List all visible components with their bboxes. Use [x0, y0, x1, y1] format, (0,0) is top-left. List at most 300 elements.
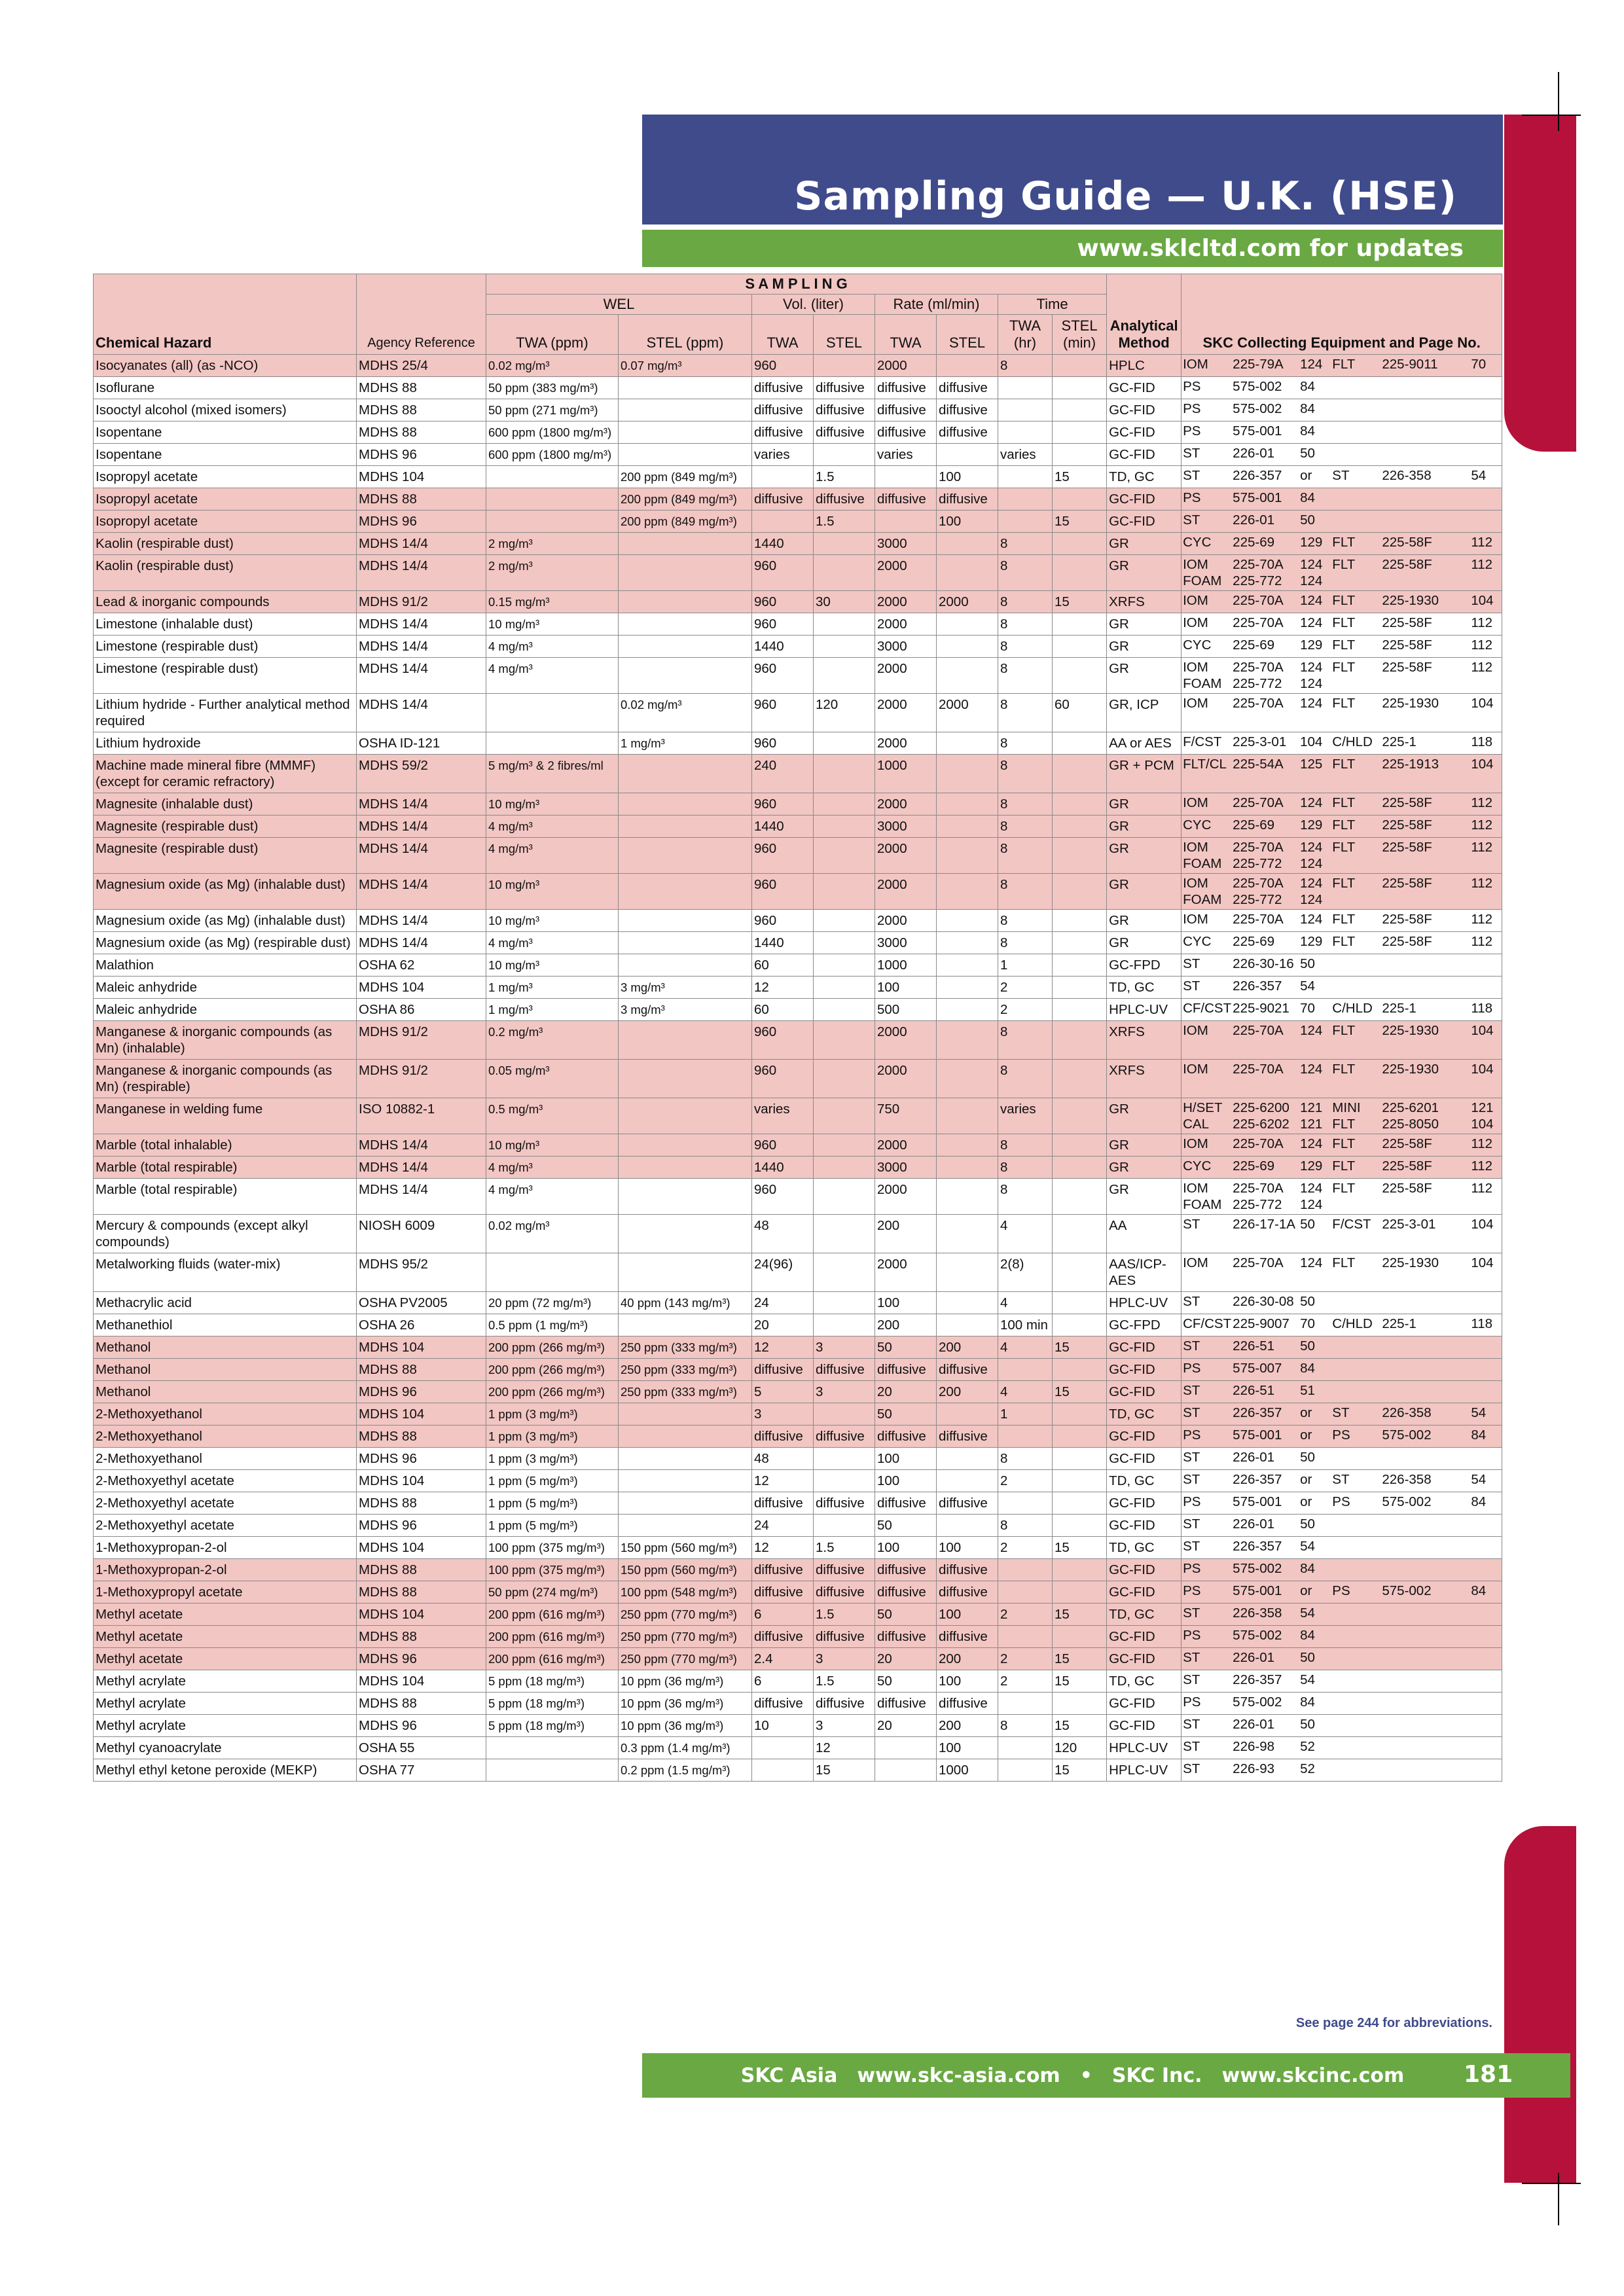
collecting-equipment-cell: [1182, 488, 1502, 511]
vol-twa-cell: varies: [752, 444, 814, 466]
equipment-token: 575-002: [1233, 1561, 1282, 1576]
vol-stel-cell: diffusive: [814, 1626, 875, 1648]
rate-twa-cell: 2000: [875, 874, 937, 910]
equipment-token: [1471, 401, 1500, 417]
equipment-line: [1183, 534, 1500, 550]
analytical-method-cell: TD, GC: [1107, 1403, 1182, 1426]
equipment-token: 575-001: [1233, 423, 1282, 439]
time-twa-cell: 8: [998, 1179, 1053, 1215]
equipment-token: [1471, 1338, 1500, 1354]
equipment-token: [1332, 1449, 1382, 1465]
equipment-token: [1471, 675, 1500, 692]
equipment-token: 112: [1471, 637, 1493, 653]
table-row: [94, 1292, 1502, 1314]
rate-stel-cell: 200: [937, 1715, 998, 1737]
updates-link[interactable]: www.sklcltd.com for updates: [1077, 235, 1464, 262]
rate-twa-cell: 200: [875, 1314, 937, 1336]
agency-reference-cell: MDHS 104: [357, 1604, 486, 1626]
time-stel-cell: [1053, 1626, 1107, 1648]
vol-twa-cell: 960: [752, 1134, 814, 1157]
rate-twa-cell: diffusive: [875, 1581, 937, 1604]
analytical-method-cell: GC-FID: [1107, 1336, 1182, 1359]
vol-twa-cell: 12: [752, 1336, 814, 1359]
equipment-token: FLT: [1332, 593, 1356, 608]
wel-stel-cell: [619, 399, 752, 422]
equipment-token: 225-6201: [1382, 1100, 1439, 1115]
time-stel-cell: 120: [1053, 1737, 1107, 1759]
wel-stel-cell: [619, 1314, 752, 1336]
rate-stel-cell: [937, 1253, 998, 1292]
agency-reference-cell: MDHS 14/4: [357, 658, 486, 694]
rate-stel-cell: diffusive: [937, 422, 998, 444]
equipment-token: 225-772: [1233, 573, 1282, 588]
wel-stel-cell: 100 ppm (548 mg/m³): [619, 1581, 752, 1604]
rate-twa-cell: diffusive: [875, 1626, 937, 1648]
vol-twa-cell: 24: [752, 1292, 814, 1314]
equipment-token: 226-357: [1233, 978, 1282, 994]
equipment-token: 225-8050: [1382, 1117, 1439, 1132]
chemical-hazard-cell: Methanol: [94, 1359, 357, 1381]
time-twa-cell: 8: [998, 910, 1053, 932]
chemical-hazard-cell: Methanol: [94, 1381, 357, 1403]
equipment-token: [1332, 445, 1382, 461]
time-stel-cell: [1053, 755, 1107, 793]
equipment-line: [1183, 933, 1500, 950]
chemical-hazard-cell: Methyl acetate: [94, 1604, 357, 1626]
time-twa-cell: 8: [998, 732, 1053, 755]
agency-reference-cell: OSHA 62: [357, 954, 486, 977]
chemical-hazard-cell: Isoflurane: [94, 377, 357, 399]
analytical-method-cell: GC-FID: [1107, 444, 1182, 466]
time-twa-cell: [998, 511, 1053, 533]
equipment-token: 52: [1300, 1761, 1315, 1776]
rate-twa-cell: 50: [875, 1403, 937, 1426]
wel-stel-cell: [619, 636, 752, 658]
equipment-token: 129: [1300, 637, 1323, 653]
wel-twa-cell: 50 ppm (274 mg/m³): [486, 1581, 619, 1604]
equipment-token: IOM: [1183, 795, 1208, 810]
rate-stel-cell: [937, 1403, 998, 1426]
equipment-token: [1382, 978, 1471, 994]
vol-stel-cell: [814, 1292, 875, 1314]
rate-stel-cell: diffusive: [937, 1492, 998, 1515]
time-stel-cell: [1053, 1403, 1107, 1426]
wel-twa-cell: 1 ppm (5 mg/m³): [486, 1470, 619, 1492]
wel-stel-cell: [619, 422, 752, 444]
wel-twa-cell: [486, 732, 619, 755]
agency-reference-cell: MDHS 88: [357, 422, 486, 444]
agency-reference-cell: NIOSH 6009: [357, 1215, 486, 1253]
equipment-token: [1332, 1649, 1382, 1666]
chemical-hazard-cell: Marble (total inhalable): [94, 1134, 357, 1157]
equipment-token: 124: [1300, 876, 1323, 891]
analytical-method-cell: GC-FID: [1107, 1693, 1182, 1715]
rate-stel-cell: [937, 658, 998, 694]
wel-stel-cell: [619, 954, 752, 977]
equipment-token: 84: [1300, 1561, 1315, 1576]
equipment-line: [1183, 467, 1500, 484]
time-twa-cell: 2: [998, 1648, 1053, 1670]
equipment-line: [1183, 592, 1500, 609]
time-twa-cell: [998, 488, 1053, 511]
equipment-token: 84: [1300, 1695, 1315, 1710]
vol-twa-cell: 960: [752, 694, 814, 732]
collecting-equipment-cell: [1182, 591, 1502, 613]
equipment-token: IOM: [1183, 593, 1208, 608]
agency-reference-cell: MDHS 88: [357, 1559, 486, 1581]
wel-twa-cell: 1 ppm (3 mg/m³): [486, 1448, 619, 1470]
equipment-token: 575-001: [1233, 1494, 1282, 1509]
equipment-token: 54: [1300, 1539, 1315, 1554]
vol-stel-cell: [814, 444, 875, 466]
equipment-token: 54: [1300, 1605, 1315, 1621]
url-bar: [642, 230, 1503, 267]
equipment-token: 226-17-1A: [1233, 1217, 1295, 1232]
equipment-token: 124: [1300, 1181, 1323, 1196]
chemical-hazard-cell: Isopropyl acetate: [94, 466, 357, 488]
equipment-token: ST: [1183, 1405, 1200, 1420]
vol-stel-cell: 15: [814, 1759, 875, 1782]
collecting-equipment-cell: [1182, 1715, 1502, 1737]
equipment-token: C/HLD: [1332, 1001, 1373, 1016]
time-twa-cell: 8: [998, 533, 1053, 555]
equipment-line: [1183, 445, 1500, 461]
equipment-line: [1183, 573, 1500, 589]
equipment-line: [1183, 1382, 1500, 1399]
equipment-token: 52: [1300, 1739, 1315, 1754]
equipment-token: [1382, 1627, 1471, 1643]
wel-twa-cell: 0.05 mg/m³: [486, 1060, 619, 1098]
analytical-method-cell: GR: [1107, 932, 1182, 954]
wel-stel-cell: [619, 1448, 752, 1470]
equipment-token: 225-58F: [1382, 637, 1432, 653]
vol-twa-cell: 48: [752, 1448, 814, 1470]
vol-stel-cell: diffusive: [814, 1426, 875, 1448]
equipment-token: IOM: [1183, 1136, 1208, 1151]
rate-stel-cell: [937, 838, 998, 874]
rate-stel-cell: diffusive: [937, 399, 998, 422]
agency-reference-cell: MDHS 88: [357, 1581, 486, 1604]
table-row: [94, 636, 1502, 658]
table-row: [94, 555, 1502, 591]
equipment-token: 112: [1471, 615, 1493, 630]
equipment-token: ST: [1183, 512, 1200, 528]
agency-reference-cell: MDHS 14/4: [357, 932, 486, 954]
equipment-token: FLT: [1332, 1062, 1356, 1077]
agency-reference-cell: OSHA PV2005: [357, 1292, 486, 1314]
equipment-token: 225-1: [1382, 1316, 1416, 1331]
agency-reference-cell: MDHS 14/4: [357, 1134, 486, 1157]
rate-twa-cell: [875, 1737, 937, 1759]
vol-stel-cell: [814, 636, 875, 658]
wel-stel-cell: [619, 1515, 752, 1537]
equipment-token: FLT: [1332, 535, 1356, 550]
equipment-token: CYC: [1183, 535, 1212, 550]
time-stel-cell: 15: [1053, 1537, 1107, 1559]
vol-stel-cell: diffusive: [814, 1492, 875, 1515]
equipment-token: [1382, 1761, 1471, 1777]
equipment-token: [1471, 512, 1500, 528]
collecting-equipment-cell: [1182, 1253, 1502, 1292]
equipment-token: FLT: [1332, 1117, 1356, 1132]
equipment-token: FLT: [1332, 934, 1356, 949]
equipment-token: IOM: [1183, 1023, 1208, 1038]
equipment-token: 118: [1471, 1316, 1493, 1331]
time-stel-cell: [1053, 1157, 1107, 1179]
column-collecting-equipment: SKC Collecting Equipment and Page No.: [1182, 274, 1502, 355]
analytical-method-cell: GC-FID: [1107, 1492, 1182, 1515]
table-row: [94, 1426, 1502, 1448]
equipment-token: ST: [1332, 1472, 1350, 1487]
table-row: [94, 1215, 1502, 1253]
time-stel-cell: [1053, 1134, 1107, 1157]
rate-stel-cell: 200: [937, 1336, 998, 1359]
equipment-token: [1471, 423, 1500, 439]
equipment-line: [1183, 401, 1500, 417]
equipment-token: 225-58F: [1382, 817, 1432, 833]
equipment-line: [1183, 911, 1500, 927]
rate-stel-cell: diffusive: [937, 1426, 998, 1448]
equipment-token: [1471, 891, 1500, 908]
equipment-token: 225-6202: [1233, 1117, 1290, 1132]
vol-stel-cell: [814, 793, 875, 816]
equipment-token: 50: [1300, 1294, 1315, 1309]
chemical-hazard-cell: Marble (total respirable): [94, 1179, 357, 1215]
analytical-method-cell: TD, GC: [1107, 1470, 1182, 1492]
wel-twa-cell: [486, 694, 619, 732]
agency-reference-cell: MDHS 96: [357, 1648, 486, 1670]
time-stel-cell: [1053, 1515, 1107, 1537]
chemical-hazard-cell: Limestone (inhalable dust): [94, 613, 357, 636]
analytical-method-cell: TD, GC: [1107, 1604, 1182, 1626]
table-row: [94, 355, 1502, 377]
rate-twa-cell: 2000: [875, 555, 937, 591]
vol-stel-cell: 1.5: [814, 466, 875, 488]
abbreviations-footnote: See page 244 for abbreviations.: [1295, 2016, 1492, 2030]
wel-stel-cell: [619, 591, 752, 613]
wel-twa-cell: 10 mg/m³: [486, 954, 619, 977]
chemical-hazard-cell: 2-Methoxyethanol: [94, 1448, 357, 1470]
equipment-line: [1183, 1427, 1500, 1443]
wel-stel-cell: [619, 1021, 752, 1060]
equipment-token: [1471, 490, 1500, 506]
rate-stel-cell: [937, 816, 998, 838]
analytical-method-cell: HPLC-UV: [1107, 1759, 1182, 1782]
rate-stel-cell: 2000: [937, 694, 998, 732]
equipment-token: FLT: [1332, 557, 1356, 572]
time-twa-cell: 100 min: [998, 1314, 1053, 1336]
rate-stel-cell: 100: [937, 1537, 998, 1559]
chemical-hazard-cell: 1-Methoxypropyl acetate: [94, 1581, 357, 1604]
table-row: [94, 1648, 1502, 1670]
rate-stel-cell: diffusive: [937, 1359, 998, 1381]
equipment-token: 225-772: [1233, 856, 1282, 871]
equipment-line: [1183, 978, 1500, 994]
equipment-token: 124: [1300, 660, 1323, 675]
equipment-token: 50: [1300, 1338, 1315, 1354]
vol-stel-cell: 3: [814, 1648, 875, 1670]
vol-stel-cell: [814, 1515, 875, 1537]
vol-stel-cell: [814, 1470, 875, 1492]
equipment-token: [1471, 1761, 1500, 1777]
time-stel-cell: [1053, 422, 1107, 444]
rate-stel-cell: [937, 1060, 998, 1098]
wel-twa-cell: 4 mg/m³: [486, 658, 619, 694]
equipment-line: [1183, 1196, 1500, 1213]
wel-stel-cell: 1 mg/m³: [619, 732, 752, 755]
table-row: [94, 488, 1502, 511]
equipment-token: [1332, 1627, 1382, 1643]
time-twa-cell: varies: [998, 1098, 1053, 1134]
wel-stel-cell: [619, 1470, 752, 1492]
agency-reference-cell: MDHS 96: [357, 444, 486, 466]
footer-bar: [642, 2053, 1570, 2098]
equipment-token: 225-3-01: [1233, 734, 1287, 749]
time-stel-cell: 15: [1053, 1759, 1107, 1782]
equipment-token: ST: [1183, 1717, 1200, 1732]
equipment-token: CYC: [1183, 1158, 1212, 1174]
rate-stel-cell: 1000: [937, 1759, 998, 1782]
equipment-token: FOAM: [1183, 1197, 1222, 1212]
time-twa-cell: 1: [998, 1403, 1053, 1426]
wel-stel-cell: 150 ppm (560 mg/m³): [619, 1537, 752, 1559]
vol-twa-cell: [752, 1759, 814, 1782]
wel-twa-cell: 0.15 mg/m³: [486, 591, 619, 613]
rate-stel-cell: [937, 999, 998, 1021]
equipment-token: 225-1: [1382, 734, 1416, 749]
equipment-token: [1471, 573, 1500, 589]
wel-twa-cell: 1 ppm (5 mg/m³): [486, 1515, 619, 1537]
collecting-equipment-cell: [1182, 555, 1502, 591]
time-stel-cell: [1053, 488, 1107, 511]
time-group-header: Time: [998, 295, 1107, 315]
collecting-equipment-cell: [1182, 1134, 1502, 1157]
time-stel-cell: [1053, 1215, 1107, 1253]
agency-reference-cell: MDHS 88: [357, 488, 486, 511]
rate-stel-cell: 100: [937, 511, 998, 533]
table-row: [94, 694, 1502, 732]
side-tab-bottom: [1504, 1826, 1576, 2183]
analytical-method-cell: GC-FID: [1107, 1426, 1182, 1448]
vol-twa-cell: [752, 466, 814, 488]
equipment-token: ST: [1183, 1605, 1200, 1621]
vol-twa-cell: 60: [752, 954, 814, 977]
equipment-token: 226-01: [1233, 1717, 1275, 1732]
vol-stel-cell: diffusive: [814, 399, 875, 422]
analytical-method-cell: GC-FID: [1107, 1448, 1182, 1470]
equipment-token: 575-001: [1233, 1427, 1282, 1443]
time-twa-cell: 4: [998, 1215, 1053, 1253]
equipment-token: [1382, 855, 1471, 872]
equipment-token: FLT: [1332, 357, 1356, 372]
chemical-hazard-cell: Magnesite (inhalable dust): [94, 793, 357, 816]
agency-reference-cell: OSHA 77: [357, 1759, 486, 1782]
chemical-hazard-cell: 1-Methoxypropan-2-ol: [94, 1537, 357, 1559]
analytical-method-cell: TD, GC: [1107, 466, 1182, 488]
vol-twa-cell: 960: [752, 591, 814, 613]
equipment-token: 575-001: [1233, 1583, 1282, 1598]
equipment-token: 84: [1300, 379, 1315, 394]
collecting-equipment-cell: [1182, 377, 1502, 399]
equipment-line: [1183, 1022, 1500, 1039]
chemical-hazard-cell: Magnesite (respirable dust): [94, 838, 357, 874]
equipment-token: 226-357: [1233, 468, 1282, 483]
vol-twa-cell: diffusive: [752, 1359, 814, 1381]
wel-stel-cell: 0.2 ppm (1.5 mg/m³): [619, 1759, 752, 1782]
collecting-equipment-cell: [1182, 355, 1502, 377]
equipment-token: 225-58F: [1382, 1158, 1432, 1174]
vol-twa-cell: diffusive: [752, 422, 814, 444]
footer-bullet: •: [1079, 2064, 1092, 2087]
rate-twa-cell: 200: [875, 1215, 937, 1253]
wel-stel-cell: [619, 816, 752, 838]
rate-twa-cell: 2000: [875, 1179, 937, 1215]
time-twa-cell: [998, 1693, 1053, 1715]
equipment-token: FLT: [1332, 912, 1356, 927]
footer-asia-link[interactable]: www.skc-asia.com: [857, 2064, 1060, 2087]
collecting-equipment-cell: [1182, 1215, 1502, 1253]
crop-mark: [1558, 72, 1559, 131]
time-twa-cell: [998, 1581, 1053, 1604]
analytical-method-cell: GC-FPD: [1107, 954, 1182, 977]
wel-twa-cell: 4 mg/m³: [486, 816, 619, 838]
equipment-token: 124: [1300, 557, 1323, 572]
time-stel-cell: [1053, 1098, 1107, 1134]
equipment-token: 225-70A: [1233, 1181, 1284, 1196]
vol-stel-cell: diffusive: [814, 422, 875, 444]
equipment-token: 226-01: [1233, 1450, 1275, 1465]
equipment-token: [1382, 573, 1471, 589]
collecting-equipment-cell: [1182, 511, 1502, 533]
vol-group-header: Vol. (liter): [752, 295, 875, 315]
time-stel-cell: [1053, 954, 1107, 977]
vol-twa-cell: 12: [752, 1470, 814, 1492]
wel-twa-cell: [486, 488, 619, 511]
time-twa-cell: 4: [998, 1336, 1053, 1359]
time-twa-cell: [998, 466, 1053, 488]
equipment-token: 225-9011: [1382, 357, 1438, 372]
wel-twa-cell: 10 mg/m³: [486, 793, 619, 816]
equipment-token: 112: [1471, 1158, 1493, 1174]
footer-inc-link[interactable]: www.skcinc.com: [1221, 2064, 1405, 2087]
wel-twa-cell: [486, 1253, 619, 1292]
time-stel-cell: [1053, 355, 1107, 377]
equipment-token: 118: [1471, 734, 1493, 749]
analytical-method-cell: GC-FID: [1107, 1381, 1182, 1403]
wel-twa-cell: 0.2 mg/m³: [486, 1021, 619, 1060]
wel-twa-cell: 1 mg/m³: [486, 999, 619, 1021]
wel-twa-cell: 100 ppm (375 mg/m³): [486, 1537, 619, 1559]
rate-stel-cell: [937, 1021, 998, 1060]
equipment-token: 225-58F: [1382, 615, 1432, 630]
equipment-token: 112: [1471, 817, 1493, 833]
equipment-token: 54: [1471, 468, 1487, 483]
rate-stel-cell: diffusive: [937, 1581, 998, 1604]
collecting-equipment-cell: [1182, 1426, 1502, 1448]
agency-reference-cell: MDHS 104: [357, 1336, 486, 1359]
time-twa-cell: 4: [998, 1381, 1053, 1403]
equipment-token: [1332, 1672, 1382, 1688]
vol-stel-cell: diffusive: [814, 1359, 875, 1381]
equipment-token: FLT: [1332, 1136, 1356, 1151]
table-row: [94, 1715, 1502, 1737]
time-twa-cell: [998, 399, 1053, 422]
equipment-token: CF/CST: [1183, 1001, 1232, 1016]
rate-twa-cell: [875, 511, 937, 533]
wel-stel-cell: [619, 874, 752, 910]
rate-twa-cell: 2000: [875, 591, 937, 613]
agency-reference-cell: MDHS 88: [357, 377, 486, 399]
